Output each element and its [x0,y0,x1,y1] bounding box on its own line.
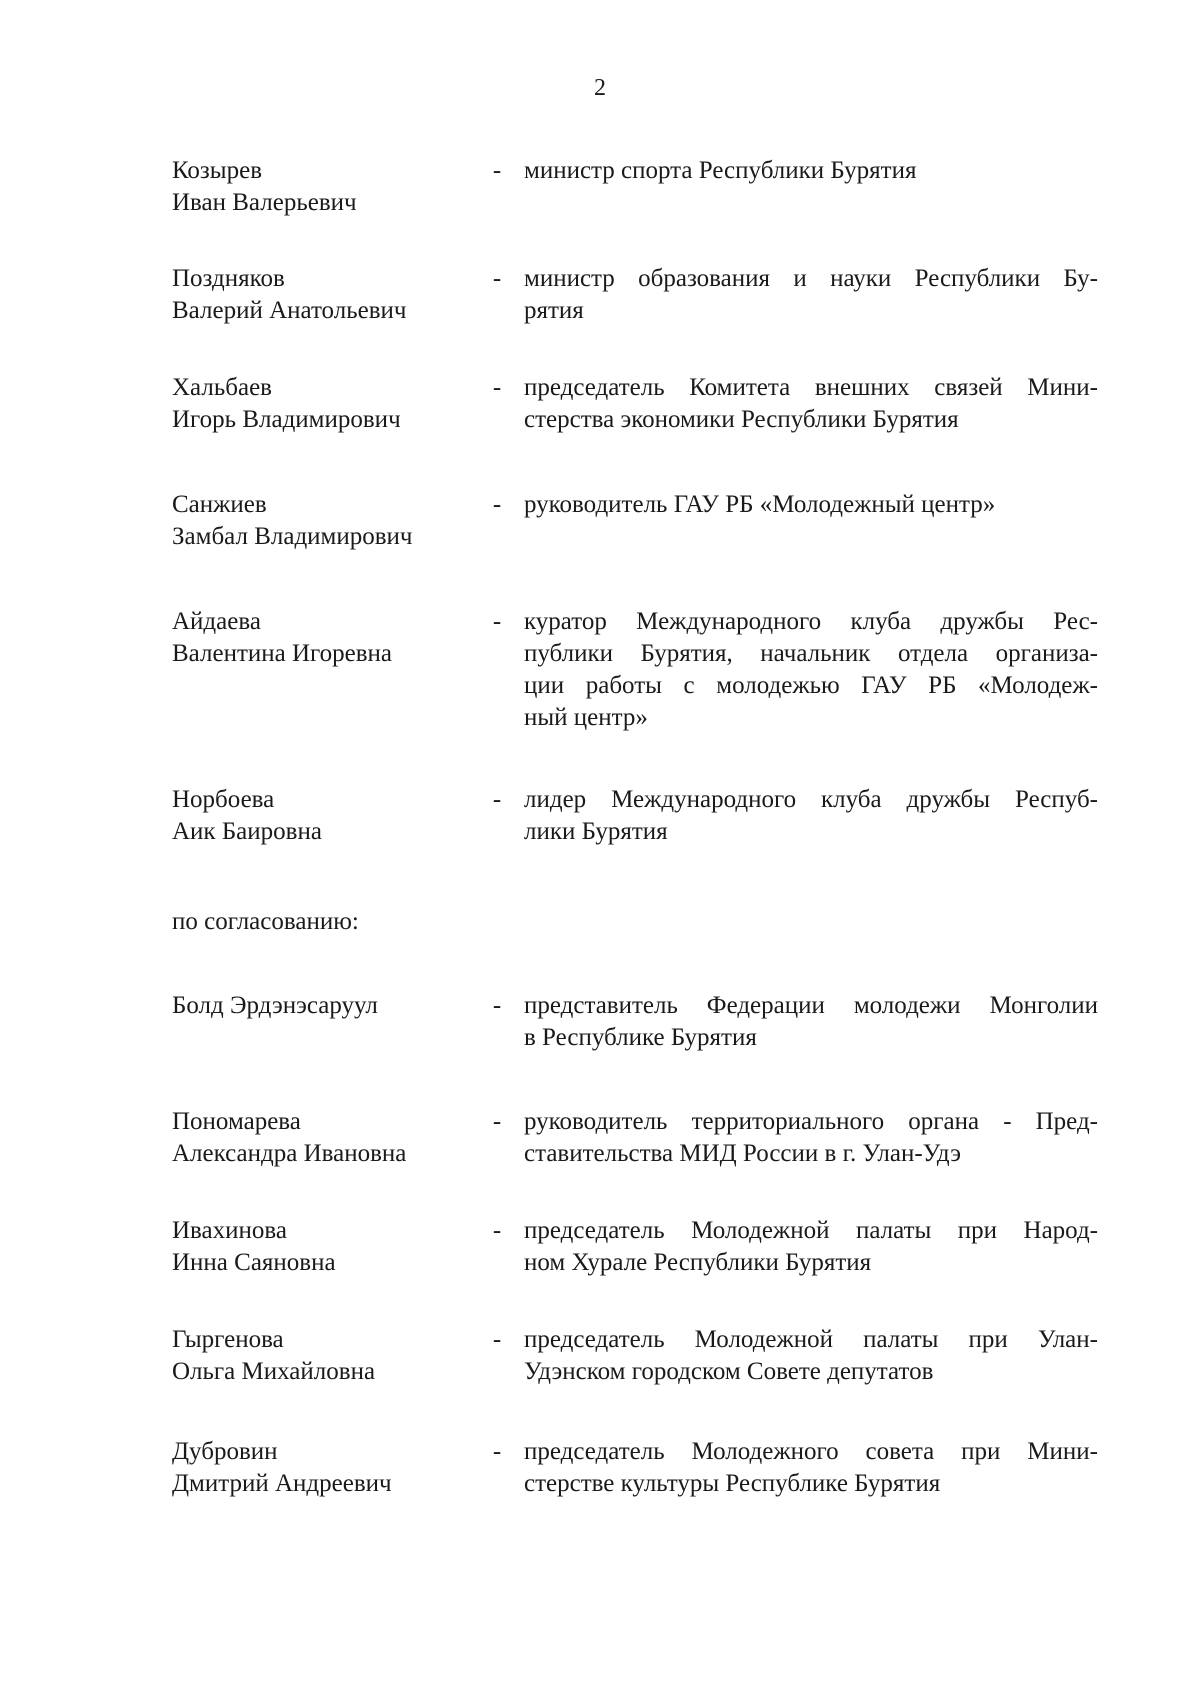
dash-separator: - [492,992,502,1019]
member-given-name: Инна Саяновна [172,1249,336,1276]
role-line: рятия [524,297,584,324]
role-line: Удэнском городском Совете депутатов [524,1358,934,1385]
page-number: 2 [594,75,606,101]
member-surname: Хальбаев [172,374,272,401]
role-line: стерстве культуры Республике Бурятия [524,1470,941,1497]
role-line: представитель Федерации молодежи Монголии [524,992,1098,1019]
member-entry [172,489,1098,553]
dash-separator: - [492,1108,502,1135]
member-role [512,263,1098,327]
role-line: лики Бурятия [524,818,668,845]
dash-separator: - [492,786,502,813]
member-given-name: Игорь Владимирович [172,406,401,433]
member-role [512,1106,1098,1170]
role-line: лидер Международного клуба дружбы Респуб- [524,786,1098,813]
member-name [172,1436,482,1500]
role-line: председатель Молодежного совета при Мини- [524,1438,1098,1465]
member-surname: Дубровин [172,1438,278,1465]
role-line: руководитель территориального органа - Пред- [524,1108,1098,1135]
member-name [172,155,482,219]
member-given-name: Александра Ивановна [172,1140,407,1167]
member-name [172,1215,482,1279]
member-role [512,990,1098,1054]
role-line: ный центр» [524,704,648,731]
dash-separator: - [492,608,502,635]
role-line: ции работы с молодежью ГАУ РБ «Молодеж- [524,672,1098,699]
member-role [512,606,1098,734]
member-surname: Санжиев [172,491,267,518]
member-surname: Гыргенова [172,1326,284,1353]
member-surname: Болд Эрдэнэсаруул [172,992,378,1019]
member-entry [172,155,1098,219]
member-surname: Ивахинова [172,1217,287,1244]
member-given-name: Аик Баировна [172,818,322,845]
member-role [512,784,1098,848]
dash-separator: - [492,1438,502,1465]
dash-separator: - [492,1217,502,1244]
member-role [512,489,1098,521]
role-line: председатель Молодежной палаты при Народ- [524,1217,1098,1244]
member-role [512,1324,1098,1388]
member-entry [172,372,1098,436]
section-label: по согласованию: [172,908,359,935]
member-given-name: Иван Валерьевич [172,189,357,216]
member-entry [172,1106,1098,1170]
member-surname: Пономарева [172,1108,301,1135]
member-name [172,372,482,436]
member-entry [172,784,1098,848]
member-entry [172,1215,1098,1279]
role-line: ном Хурале Республики Бурятия [524,1249,872,1276]
role-line: куратор Международного клуба дружбы Рес- [524,608,1098,635]
role-line: публики Бурятия, начальник отдела организа- [524,640,1098,667]
member-name [172,1106,482,1170]
member-given-name: Ольга Михайловна [172,1358,376,1385]
member-surname: Поздняков [172,265,285,292]
role-line: министр спорта Республики Бурятия [524,157,917,184]
member-name [172,1324,482,1388]
member-surname: Норбоева [172,786,275,813]
member-entry [172,1324,1098,1388]
member-entry [172,1436,1098,1500]
role-line: ставительства МИД России в г. Улан-Удэ [524,1140,961,1167]
member-entry [172,606,1098,734]
dash-separator: - [492,1326,502,1353]
dash-separator: - [492,491,502,518]
dash-separator: - [492,157,502,184]
member-role [512,372,1098,436]
role-line: министр образования и науки Республики Бу- [524,265,1098,292]
role-line: стерства экономики Республики Бурятия [524,406,959,433]
member-given-name: Дмитрий Андреевич [172,1470,392,1497]
role-line: председатель Молодежной палаты при Улан- [524,1326,1098,1353]
member-name [172,784,482,848]
role-line: в Республике Бурятия [524,1024,757,1051]
member-name [172,990,482,1022]
member-role [512,1215,1098,1279]
member-given-name: Валентина Игоревна [172,640,393,667]
member-name [172,489,482,553]
role-line: руководитель ГАУ РБ «Молодежный центр» [524,491,996,518]
member-role [512,1436,1098,1500]
dash-separator: - [492,265,502,292]
member-surname: Айдаева [172,608,261,635]
dash-separator: - [492,374,502,401]
member-name [172,263,482,327]
members-list [172,155,1098,1500]
member-entry [172,263,1098,327]
member-role [512,155,1098,187]
member-given-name: Валерий Анатольевич [172,297,407,324]
member-entry [172,990,1098,1054]
member-name [172,606,482,670]
role-line: председатель Комитета внешних связей Мини- [524,374,1098,401]
member-surname: Козырев [172,157,263,184]
member-given-name: Замбал Владимирович [172,523,413,550]
